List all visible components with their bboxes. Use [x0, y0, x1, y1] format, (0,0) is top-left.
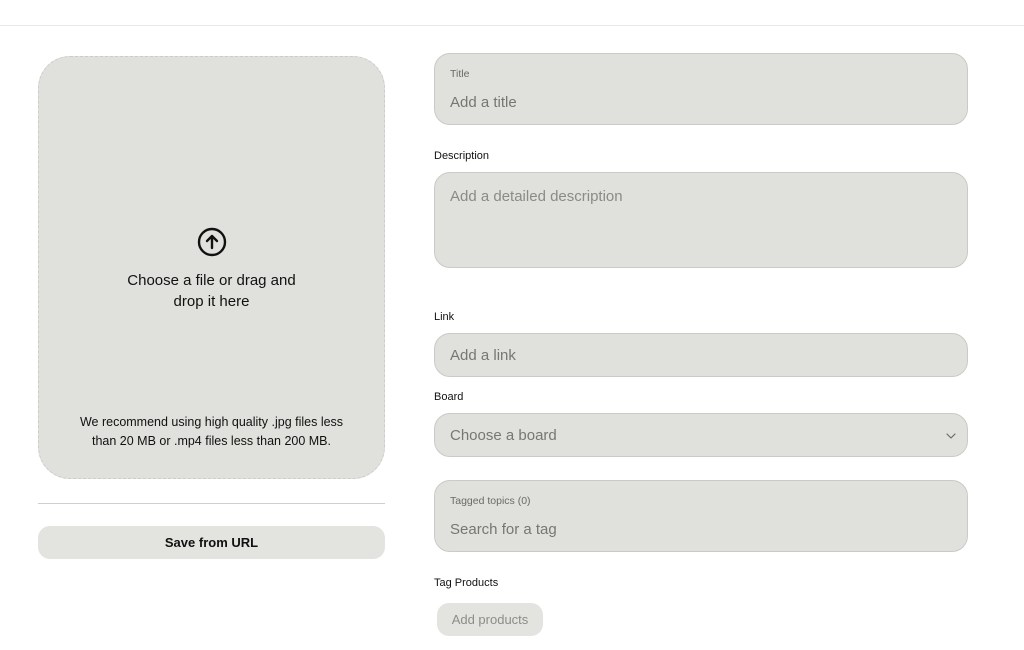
board-select[interactable] [434, 413, 968, 457]
dropzone-instructions [39, 270, 384, 312]
link-field[interactable] [434, 333, 968, 377]
tagged-topics-label: Tagged topics (0) [450, 495, 531, 507]
file-recommendation [59, 413, 364, 451]
chevron-down-icon [945, 430, 957, 442]
link-label: Link [434, 311, 455, 323]
board-select-value: Choose a board [450, 427, 557, 444]
title-label: Title [450, 68, 470, 80]
header-divider [0, 25, 1024, 26]
tagged-topics-field[interactable] [434, 480, 968, 552]
link-input[interactable]: Add a link [450, 347, 516, 364]
add-products-button[interactable]: Add products [437, 603, 543, 636]
tag-products-label: Tag Products [434, 577, 499, 589]
title-field[interactable] [434, 53, 968, 125]
arrow-up-circle-icon [197, 227, 227, 257]
description-field[interactable] [434, 172, 968, 268]
file-recommendation-line2: than 20 MB or .mp4 files less than 200 MB. [91, 434, 331, 448]
dropzone-instructions-line1: Choose a file or drag and [127, 272, 296, 289]
description-textarea[interactable]: Add a detailed description [450, 188, 623, 205]
board-label: Board [434, 391, 464, 403]
dropzone-instructions-line2: drop it here [173, 293, 250, 310]
description-label: Description [434, 150, 490, 162]
upload-divider [38, 503, 385, 504]
title-input[interactable]: Add a title [450, 94, 517, 111]
file-recommendation-line1: We recommend using high quality .jpg files less [79, 415, 344, 429]
file-dropzone[interactable] [38, 56, 385, 479]
save-from-url-button[interactable]: Save from URL [38, 526, 385, 559]
tag-search-input[interactable]: Search for a tag [450, 521, 557, 538]
